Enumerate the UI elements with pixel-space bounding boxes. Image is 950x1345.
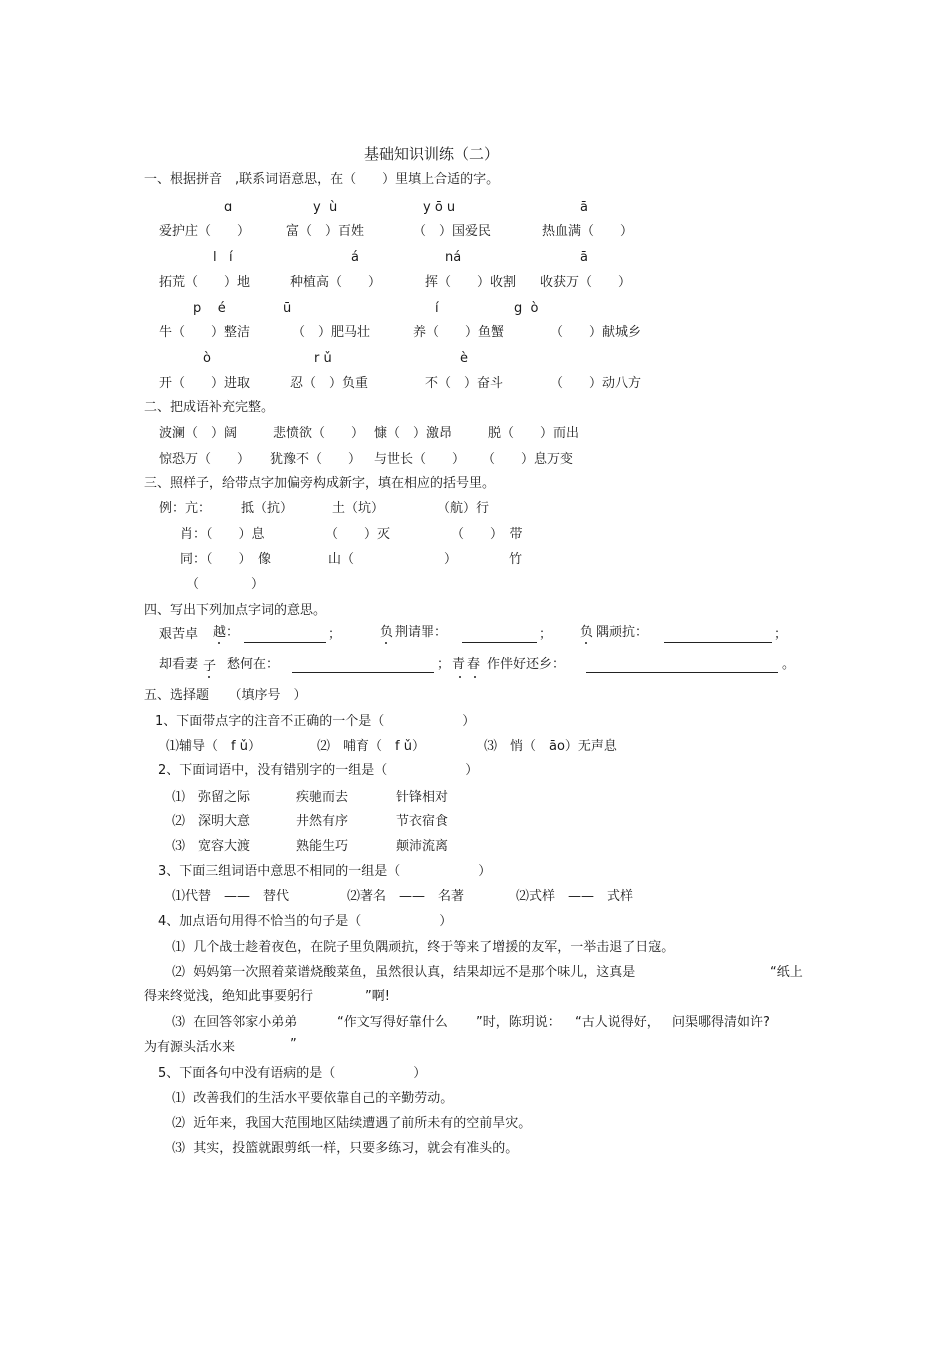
word-label: 越： <box>213 625 240 640</box>
section-2-heading: 二、把成语补充完整。 <box>144 400 275 415</box>
option: ”啊! <box>365 989 390 1004</box>
emphasis-dot <box>218 642 220 644</box>
punct: ； <box>328 627 342 642</box>
section-4-heading: 四、写出下列加点字词的意思。 <box>144 603 327 618</box>
pinyin: ā <box>580 200 588 215</box>
fill-blank-item: （ ）国爱民 <box>413 224 492 239</box>
option: 疾驰而去 <box>296 790 349 805</box>
option: ⑵著名 —— 名著 <box>347 889 465 904</box>
pinyin: l í <box>213 250 233 265</box>
idiom-item: （ ）息万变 <box>482 452 574 467</box>
fill-blank-item: 牛（ ）整洁 <box>159 325 251 340</box>
option: “纸上 <box>770 965 803 980</box>
example-row: 抵（抗） <box>241 501 294 516</box>
pinyin: g ò <box>514 301 539 316</box>
word-label: 隅顽抗： <box>596 625 649 640</box>
fill-blank-item: 种植高（ ） <box>290 275 382 290</box>
answer-line <box>462 642 537 643</box>
section-3-heading: 三、照样子，给带点字加偏旁构成新字，填在相应的括号里。 <box>144 476 496 491</box>
pinyin: ɑ <box>224 200 233 215</box>
option: 深明大意 <box>198 814 251 829</box>
option: 井然有序 <box>296 814 349 829</box>
word-label: 负 <box>580 625 594 640</box>
radical-row: 山（ <box>328 552 355 567</box>
pinyin: è <box>460 351 468 366</box>
idiom-item: 悲愤欲（ ） <box>273 426 365 441</box>
question-2: 2、下面词语中，没有错别字的一组是（ ） <box>158 763 479 778</box>
pinyin: í <box>435 301 439 316</box>
option: ⑵式样 —— 式样 <box>516 889 634 904</box>
option: ⑵ 妈妈第一次照着菜谱烧酸菜鱼，虽然很认真，结果却远不是那个味儿，这真是 <box>172 965 636 980</box>
idiom-item: 惊恐万（ ） <box>159 452 251 467</box>
radical-row: （ ） <box>186 577 265 592</box>
emphasis-dot <box>459 676 461 678</box>
option: ⑴代替 —— 替代 <box>172 889 290 904</box>
radical-row: （ ） 带 <box>451 527 523 542</box>
radical-row: 同：（ ） 像 <box>180 552 272 567</box>
word-label: 青 <box>452 657 466 672</box>
option: ⑴ 几个战士趁着夜色，在院子里负隅顽抗，终于等来了增援的友军，一举击退了日寇。 <box>172 940 675 955</box>
fill-blank-item: 开（ ）进取 <box>159 376 251 391</box>
radical-row: 肖：（ ）息 <box>180 527 265 542</box>
fill-blank-item: 养（ ）鱼蟹 <box>413 325 505 340</box>
option: 弥留之际 <box>198 790 251 805</box>
option: “古人说得好， <box>575 1015 660 1030</box>
word-label: 负 <box>380 625 394 640</box>
punct: ； <box>539 627 553 642</box>
fill-blank-item: 爱护庄（ ） <box>159 224 251 239</box>
pinyin: r ǔ <box>314 351 332 366</box>
option: “作文写得好靠什么 <box>337 1015 448 1030</box>
punct: ； <box>437 657 451 672</box>
emphasis-dot <box>474 676 476 678</box>
question-1: 1、下面带点字的注音不正确的一个是（ ） <box>155 714 476 729</box>
pinyin: á <box>351 250 359 265</box>
option: ⑶ 悄（ āo）无声息 <box>484 739 617 754</box>
fill-blank-item: 收获万（ ） <box>540 275 632 290</box>
option: 颠沛流离 <box>396 839 449 854</box>
option: ⑵ 近年来，我国大范围地区陆续遭遇了前所未有的空前旱灾。 <box>172 1116 532 1131</box>
section-5-heading: 五、选择题 （填序号 ） <box>144 688 307 703</box>
option-num: ⑵ <box>172 814 186 829</box>
option-num: ⑶ <box>172 839 186 854</box>
fill-blank-item: 忍（ ）负重 <box>290 376 369 391</box>
word-label: 愁何在： <box>227 657 280 672</box>
word-label: 却看妻 <box>159 657 199 672</box>
emphasis-dot <box>385 642 387 644</box>
option: ” <box>290 1037 297 1052</box>
page-title: 基础知识训练（二） <box>364 145 500 163</box>
idiom-item: 与世长（ ） <box>374 452 466 467</box>
answer-line <box>244 642 326 643</box>
pinyin: y ù <box>313 200 338 215</box>
idiom-item: 脱（ ）而出 <box>488 426 580 441</box>
pinyin: p é <box>193 301 226 316</box>
idiom-item: 波澜（ ）阔 <box>159 426 238 441</box>
idiom-item: 慷（ ）激昂 <box>374 426 453 441</box>
emphasis-dot <box>208 676 210 678</box>
option: 问渠哪得清如许? <box>672 1015 770 1030</box>
section-1-heading: 一、根据拼音 ,联系词语意思，在（ ）里填上合适的字。 <box>144 172 500 187</box>
option: ⑶ 其实，投篮就跟剪纸一样，只要多练习，就会有准头的。 <box>172 1141 519 1156</box>
question-3: 3、下面三组词语中意思不相同的一组是（ ） <box>158 864 492 879</box>
question-5: 5、下面各句中没有语病的是（ ） <box>158 1066 427 1081</box>
question-4: 4、加点语句用得不恰当的句子是（ ） <box>158 914 453 929</box>
fill-blank-item: 不（ ）奋斗 <box>425 376 504 391</box>
word-label: 艰苦卓 <box>159 627 199 642</box>
option: 宽容大渡 <box>198 839 251 854</box>
answer-line <box>664 642 772 643</box>
word-label: 作伴好还乡： <box>487 657 566 672</box>
pinyin: y ō u <box>423 200 456 215</box>
option: 为有源头活水来 <box>144 1040 236 1055</box>
option: ⑶ 在回答邻家小弟弟 <box>172 1015 298 1030</box>
pinyin: ā <box>580 250 588 265</box>
punct: ； <box>774 627 788 642</box>
word-label: 子 <box>203 659 217 674</box>
example-row: 土（坑） <box>332 501 385 516</box>
word-label: 春 <box>467 657 481 672</box>
option: ⑴ 改善我们的生活水平要依靠自己的辛勤劳动。 <box>172 1091 454 1106</box>
pinyin: ò <box>203 351 211 366</box>
fill-blank-item: 富（ ）百姓 <box>286 224 365 239</box>
option: 熟能生巧 <box>296 839 349 854</box>
radical-row: 竹 <box>509 552 523 567</box>
word-label: 荆请罪： <box>395 625 448 640</box>
option: ⑵ 哺育（ f ǔ） <box>317 739 425 754</box>
option: ”时，陈玥说： <box>476 1015 561 1030</box>
answer-line <box>292 672 434 673</box>
example-row: 例：亢： <box>159 501 212 516</box>
fill-blank-item: （ ）献城乡 <box>550 325 642 340</box>
fill-blank-item: 热血满（ ） <box>542 224 634 239</box>
punct: 。 <box>782 657 796 672</box>
option: 得来终觉浅，绝知此事要躬行 <box>144 989 314 1004</box>
fill-blank-item: （ ）动八方 <box>550 376 642 391</box>
fill-blank-item: （ ）肥马壮 <box>292 325 371 340</box>
example-row: （航）行 <box>437 501 490 516</box>
idiom-item: 犹豫不（ ） <box>270 452 362 467</box>
option-num: ⑴ <box>172 790 186 805</box>
fill-blank-item: 挥（ ）收割 <box>425 275 517 290</box>
option: 节衣宿食 <box>396 814 449 829</box>
fill-blank-item: 拓荒（ ）地 <box>159 275 251 290</box>
option: 针锋相对 <box>396 790 449 805</box>
answer-line <box>586 672 778 673</box>
pinyin: ū <box>283 301 292 316</box>
radical-row: ） <box>444 552 458 567</box>
radical-row: （ ）灭 <box>325 527 391 542</box>
emphasis-dot <box>585 642 587 644</box>
pinyin: ná <box>445 250 462 265</box>
option: ⑴辅导（ f ǔ） <box>166 739 261 754</box>
